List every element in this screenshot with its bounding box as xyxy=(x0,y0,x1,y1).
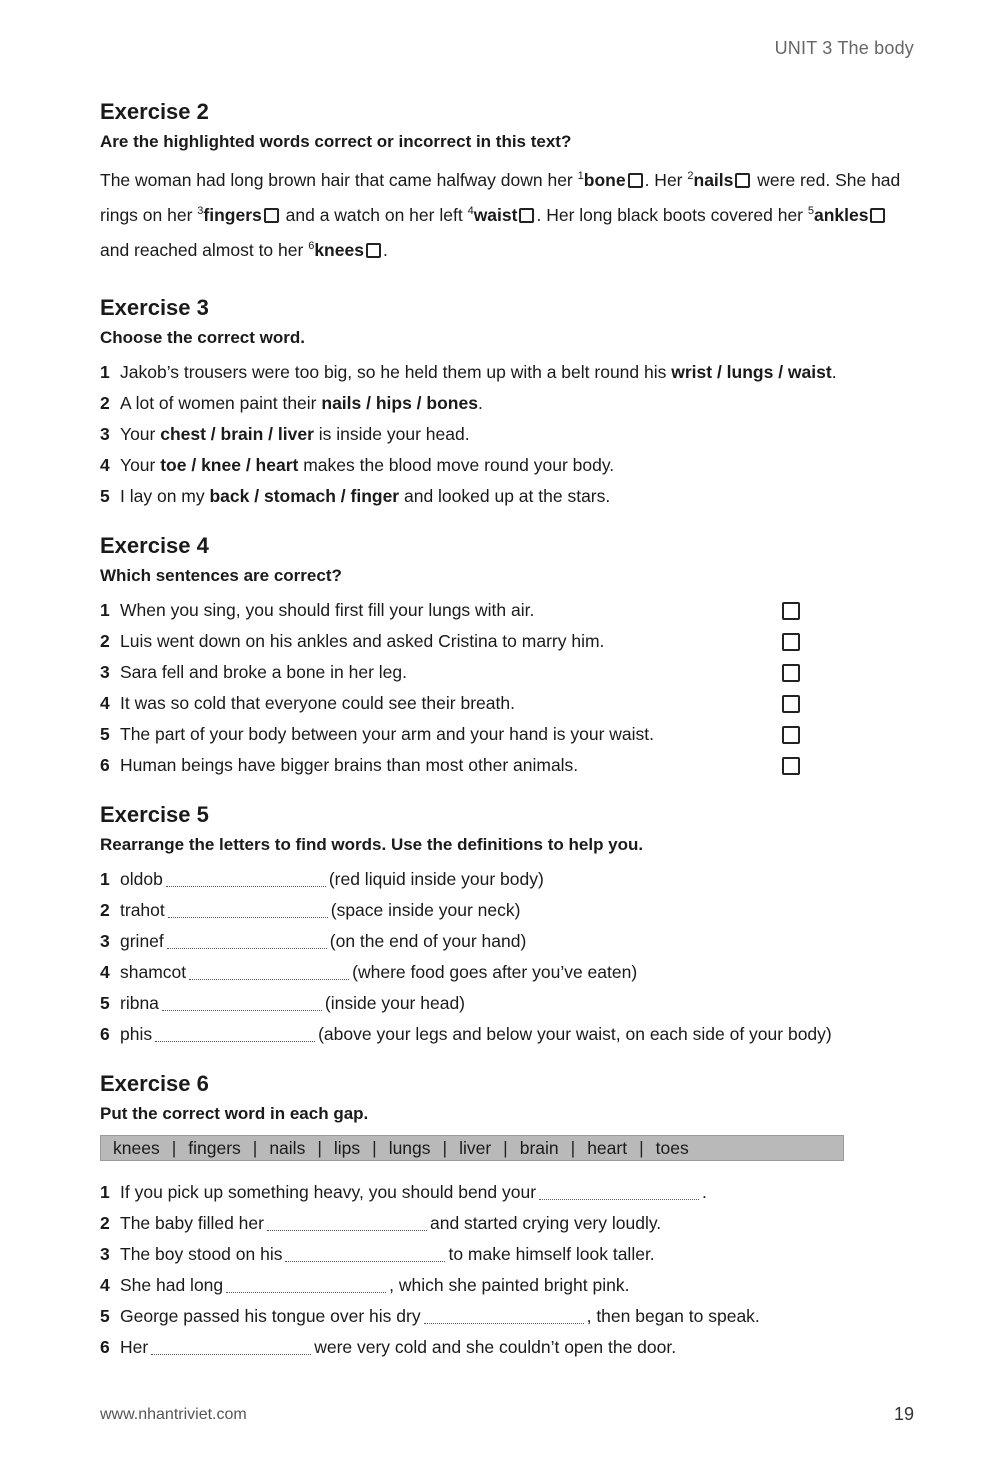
exercise-6-instruction: Put the correct word in each gap. xyxy=(100,1104,369,1123)
exercise-3 xyxy=(100,294,920,512)
answer-checkbox[interactable] xyxy=(782,602,800,620)
unit-header: UNIT 3 The body xyxy=(774,38,914,58)
list-item: 3 Your chest / brain / liver is inside your head. xyxy=(100,424,470,444)
exercise-6 xyxy=(100,1070,920,1363)
answer-blank[interactable] xyxy=(226,1274,386,1293)
word-bank: knees | fingers | nails | lips | lungs | liver | brain | heart | toes xyxy=(100,1135,844,1161)
list-item: 6 phis (above your legs and below your waist, on each side of your body) xyxy=(100,1024,832,1044)
list-item: 1 Jakob’s trousers were too big, so he held them up with a belt round his wrist / lungs / waist. xyxy=(100,362,837,382)
exercise-4 xyxy=(100,532,920,781)
answer-blank[interactable] xyxy=(285,1243,445,1262)
exercise-3-title: Exercise 3 xyxy=(100,295,209,320)
list-item: 4 She had long , which she painted bright pink. xyxy=(100,1275,630,1295)
word-bank-item: toes xyxy=(655,1137,689,1158)
list-item: 2 A lot of women paint their nails / hips / bones. xyxy=(100,393,483,413)
answer-checkbox[interactable] xyxy=(519,208,534,223)
list-item: 1 When you sing, you should first fill your lungs with air. xyxy=(100,595,920,626)
word-choice[interactable]: chest / brain / liver xyxy=(160,424,314,444)
exercise-2 xyxy=(100,98,920,266)
answer-checkbox[interactable] xyxy=(366,243,381,258)
answer-checkbox[interactable] xyxy=(782,664,800,682)
answer-blank[interactable] xyxy=(168,899,328,918)
word-bank-item: nails xyxy=(269,1137,306,1158)
list-item: 6 Human beings have bigger brains than most other animals. xyxy=(100,750,920,781)
answer-blank[interactable] xyxy=(267,1212,427,1231)
list-item: 1 oldob (red liquid inside your body) xyxy=(100,869,544,889)
answer-checkbox[interactable] xyxy=(782,633,800,651)
list-item: 5 I lay on my back / stomach / finger and looked up at the stars. xyxy=(100,486,611,506)
list-item: 2 Luis went down on his ankles and asked Cristina to marry him. xyxy=(100,626,920,657)
word-bank-item: fingers xyxy=(188,1137,241,1158)
answer-blank[interactable] xyxy=(167,930,327,949)
page-number: 19 xyxy=(893,1404,914,1424)
exercise-2-title: Exercise 2 xyxy=(100,99,209,124)
word-bank-item: heart xyxy=(587,1137,628,1158)
list-item: 3 The boy stood on his to make himself look taller. xyxy=(100,1244,655,1264)
exercise-5-title: Exercise 5 xyxy=(100,802,209,827)
word-bank-item: brain xyxy=(519,1137,559,1158)
highlight-word: fingers xyxy=(203,205,262,225)
worksheet-content xyxy=(100,98,920,1383)
answer-blank[interactable] xyxy=(155,1023,315,1042)
highlight-word: bone xyxy=(583,170,626,190)
list-item: 5 The part of your body between your arm and your hand is your waist. xyxy=(100,719,920,750)
word-choice[interactable]: wrist / lungs / waist xyxy=(671,362,832,382)
list-item: 1 If you pick up something heavy, you should bend your . xyxy=(100,1182,707,1202)
exercise-6-list xyxy=(100,1177,920,1363)
answer-checkbox[interactable] xyxy=(870,208,885,223)
answer-checkbox[interactable] xyxy=(782,757,800,775)
answer-blank[interactable] xyxy=(424,1305,584,1324)
highlight-word: waist xyxy=(473,205,518,225)
highlight-word: knees xyxy=(314,240,364,260)
footer-url: www.nhantriviet.com xyxy=(100,1406,247,1423)
answer-blank[interactable] xyxy=(162,992,322,1011)
word-bank-item: knees xyxy=(113,1137,160,1158)
list-item: 3 grinef (on the end of your hand) xyxy=(100,931,527,951)
exercise-5-instruction: Rearrange the letters to find words. Use the definitions to help you. xyxy=(100,835,644,854)
list-item: 4 It was so cold that everyone could see their breath. xyxy=(100,688,920,719)
answer-checkbox[interactable] xyxy=(782,726,800,744)
exercise-6-title: Exercise 6 xyxy=(100,1071,209,1096)
answer-blank[interactable] xyxy=(189,961,349,980)
list-item: 5 ribna (inside your head) xyxy=(100,993,465,1013)
list-item: 6 Her were very cold and she couldn’t open the door. xyxy=(100,1337,677,1357)
exercise-3-instruction: Choose the correct word. xyxy=(100,328,305,347)
word-choice[interactable]: toe / knee / heart xyxy=(160,455,299,475)
list-item: 2 trahot (space inside your neck) xyxy=(100,900,521,920)
highlight-word: nails xyxy=(693,170,734,190)
answer-checkbox[interactable] xyxy=(628,173,643,188)
list-item: 3 Sara fell and broke a bone in her leg. xyxy=(100,657,920,688)
exercise-5 xyxy=(100,801,920,1050)
word-bank-item: lungs xyxy=(388,1137,431,1158)
list-item: 5 George passed his tongue over his dry , then began to speak. xyxy=(100,1306,760,1326)
highlight-word: ankles xyxy=(814,205,869,225)
exercise-2-text: The woman had long brown hair that came halfway down her $^1$bone . Her $^2$nails were red. She had rings on her $^3$fingers and a watch on her left $^4$waist . Her long black boots covered her $^5$ankles and reached almost to her $^6$knees . xyxy=(100,170,901,260)
answer-checkbox[interactable] xyxy=(735,173,750,188)
answer-blank[interactable] xyxy=(166,868,326,887)
exercise-4-instruction: Which sentences are correct? xyxy=(100,566,342,585)
word-choice[interactable]: nails / hips / bones xyxy=(321,393,478,413)
word-bank-item: liver xyxy=(459,1137,492,1158)
exercise-3-list xyxy=(100,357,920,512)
list-item: 2 The baby filled her and started crying very loudly. xyxy=(100,1213,662,1233)
exercise-2-instruction: Are the highlighted words correct or incorrect in this text? xyxy=(100,132,572,151)
word-bank-item: lips xyxy=(333,1137,361,1158)
answer-blank[interactable] xyxy=(539,1181,699,1200)
exercise-4-list xyxy=(100,595,920,781)
list-item: 4 Your toe / knee / heart makes the blood move round your body. xyxy=(100,455,615,475)
list-item: 4 shamcot (where food goes after you’ve eaten) xyxy=(100,962,638,982)
answer-checkbox[interactable] xyxy=(264,208,279,223)
answer-blank[interactable] xyxy=(151,1336,311,1355)
exercise-4-title: Exercise 4 xyxy=(100,533,209,558)
exercise-5-list xyxy=(100,864,920,1050)
word-choice[interactable]: back / stomach / finger xyxy=(209,486,400,506)
answer-checkbox[interactable] xyxy=(782,695,800,713)
